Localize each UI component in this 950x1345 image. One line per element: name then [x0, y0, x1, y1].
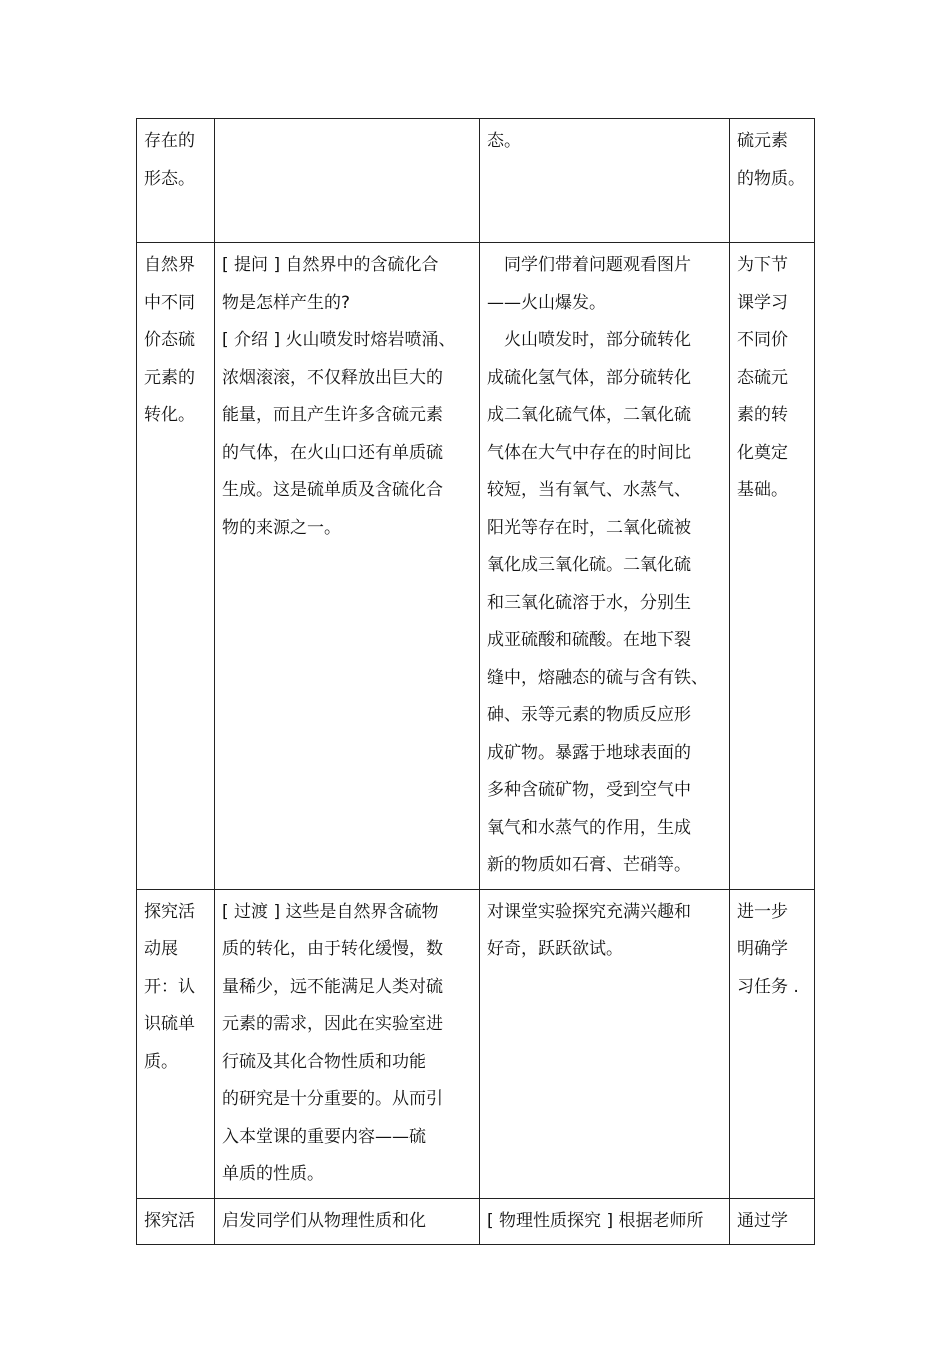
text-line: 的研究是十分重要的。从而引 — [222, 1089, 443, 1109]
text-line: 行硫及其化合物性质和功能 — [222, 1051, 426, 1072]
text-line: 识硫单 — [144, 1014, 195, 1034]
teacher-activity-cell — [215, 889, 480, 1198]
text-line: 入本堂课的重要内容——硫 — [222, 1126, 426, 1147]
text-line: 进一步 — [737, 901, 788, 922]
text-line: 质。 — [144, 1051, 178, 1072]
text-line: 新的物质如石膏、芒硝等。 — [487, 855, 691, 875]
text-line: 多种含硫矿物，受到空气中 — [487, 780, 691, 800]
text-line: 探究活 — [144, 1210, 195, 1231]
text-line: 态。 — [487, 131, 521, 151]
text-line: 能量，而且产生许多含硫元素 — [222, 405, 443, 425]
text-line: 元素的 — [144, 367, 195, 388]
text-line: 的气体，在火山口还有单质硫 — [222, 442, 443, 463]
text-line: 物是怎样产生的? — [222, 292, 351, 313]
text-line: 课学习 — [737, 292, 788, 313]
text-line: [ 物理性质探究 ] 根据老师所 — [487, 1210, 704, 1231]
design-intent-cell — [730, 889, 815, 1198]
design-intent-cell — [730, 1198, 815, 1245]
text-line: 习任务 . — [737, 976, 799, 997]
text-line: 开：认 — [144, 976, 195, 997]
text-line: 中不同 — [144, 292, 195, 313]
table-row — [137, 889, 815, 1198]
text-line: 化奠定 — [737, 442, 788, 463]
table-row — [137, 1198, 815, 1245]
text-line: [ 过渡 ] 这些是自然界含硫物 — [222, 901, 439, 922]
text-line: 氧气和水蒸气的作用，生成 — [487, 817, 691, 838]
student-activity-cell — [480, 243, 730, 890]
text-line: 气体在大气中存在的时间比 — [487, 442, 691, 463]
text-line: 质的转化，由于转化缓慢，数 — [222, 939, 443, 959]
text-line: 素的转 — [737, 405, 788, 425]
text-line: 通过学 — [737, 1210, 788, 1231]
text-line: 成矿物。暴露于地球表面的 — [487, 742, 691, 763]
text-line: 的物质。 — [737, 168, 805, 189]
stage-cell — [137, 889, 215, 1198]
text-line: 同学们带着问题观看图片 — [504, 255, 691, 275]
teacher-activity-cell — [215, 243, 480, 890]
text-line: 浓烟滚滚，不仅释放出巨大的 — [222, 367, 443, 388]
design-intent-cell — [730, 119, 815, 243]
student-activity-cell — [480, 889, 730, 1198]
text-line: 物的来源之一。 — [222, 517, 341, 538]
text-line: 单质的性质。 — [222, 1164, 324, 1184]
text-line: 自然界 — [144, 255, 195, 275]
teacher-activity-cell — [215, 1198, 480, 1245]
text-line: 为下节 — [737, 255, 788, 275]
text-line: 价态硫 — [144, 330, 195, 350]
text-line: 明确学 — [737, 939, 788, 959]
text-line: 砷、汞等元素的物质反应形 — [487, 705, 691, 725]
text-line: 动展 — [144, 939, 178, 959]
text-line: 量稀少，远不能满足人类对硫 — [222, 976, 443, 997]
text-line: 基础。 — [737, 480, 788, 500]
text-line: 阳光等存在时，二氧化硫被 — [487, 517, 691, 538]
text-line: 不同价 — [737, 330, 788, 350]
text-line: [ 提问 ] 自然界中的含硫化合 — [222, 255, 439, 275]
lesson-plan-table — [136, 118, 815, 1245]
text-line: 探究活 — [144, 901, 195, 922]
text-line: 硫元素 — [737, 131, 788, 151]
text-line: 转化。 — [144, 405, 195, 425]
design-intent-cell — [730, 243, 815, 890]
text-line: 启发同学们从物理性质和化 — [222, 1210, 426, 1231]
text-line: ——火山爆发。 — [487, 292, 606, 313]
stage-cell — [137, 119, 215, 243]
text-line: 成硫化氢气体，部分硫转化 — [487, 367, 691, 388]
text-line: 好奇，跃跃欲试。 — [487, 939, 623, 959]
stage-cell — [137, 1198, 215, 1245]
text-line: 对课堂实验探究充满兴趣和 — [487, 901, 691, 922]
text-line: 态硫元 — [737, 367, 788, 388]
table-row — [137, 243, 815, 890]
student-activity-cell — [480, 119, 730, 243]
text-line: 较短，当有氧气、水蒸气、 — [487, 480, 691, 500]
student-activity-cell — [480, 1198, 730, 1245]
stage-cell — [137, 243, 215, 890]
text-line: 成二氧化硫气体，二氧化硫 — [487, 405, 691, 425]
text-line: 存在的 — [144, 131, 195, 151]
text-line: 生成。这是硫单质及含硫化合 — [222, 480, 443, 500]
text-line: [ 介绍 ] 火山喷发时熔岩喷涌、 — [222, 330, 456, 350]
table-row — [137, 119, 815, 243]
text-line: 成亚硫酸和硫酸。在地下裂 — [487, 630, 691, 650]
text-line: 火山喷发时，部分硫转化 — [504, 330, 691, 350]
text-line: 氧化成三氧化硫。二氧化硫 — [487, 555, 691, 575]
teacher-activity-cell — [215, 119, 480, 243]
text-line: 和三氧化硫溶于水，分别生 — [487, 592, 691, 613]
text-line: 元素的需求，因此在实验室进 — [222, 1014, 443, 1034]
text-line: 形态。 — [144, 168, 195, 189]
text-line: 缝中，熔融态的硫与含有铁、 — [487, 667, 708, 688]
